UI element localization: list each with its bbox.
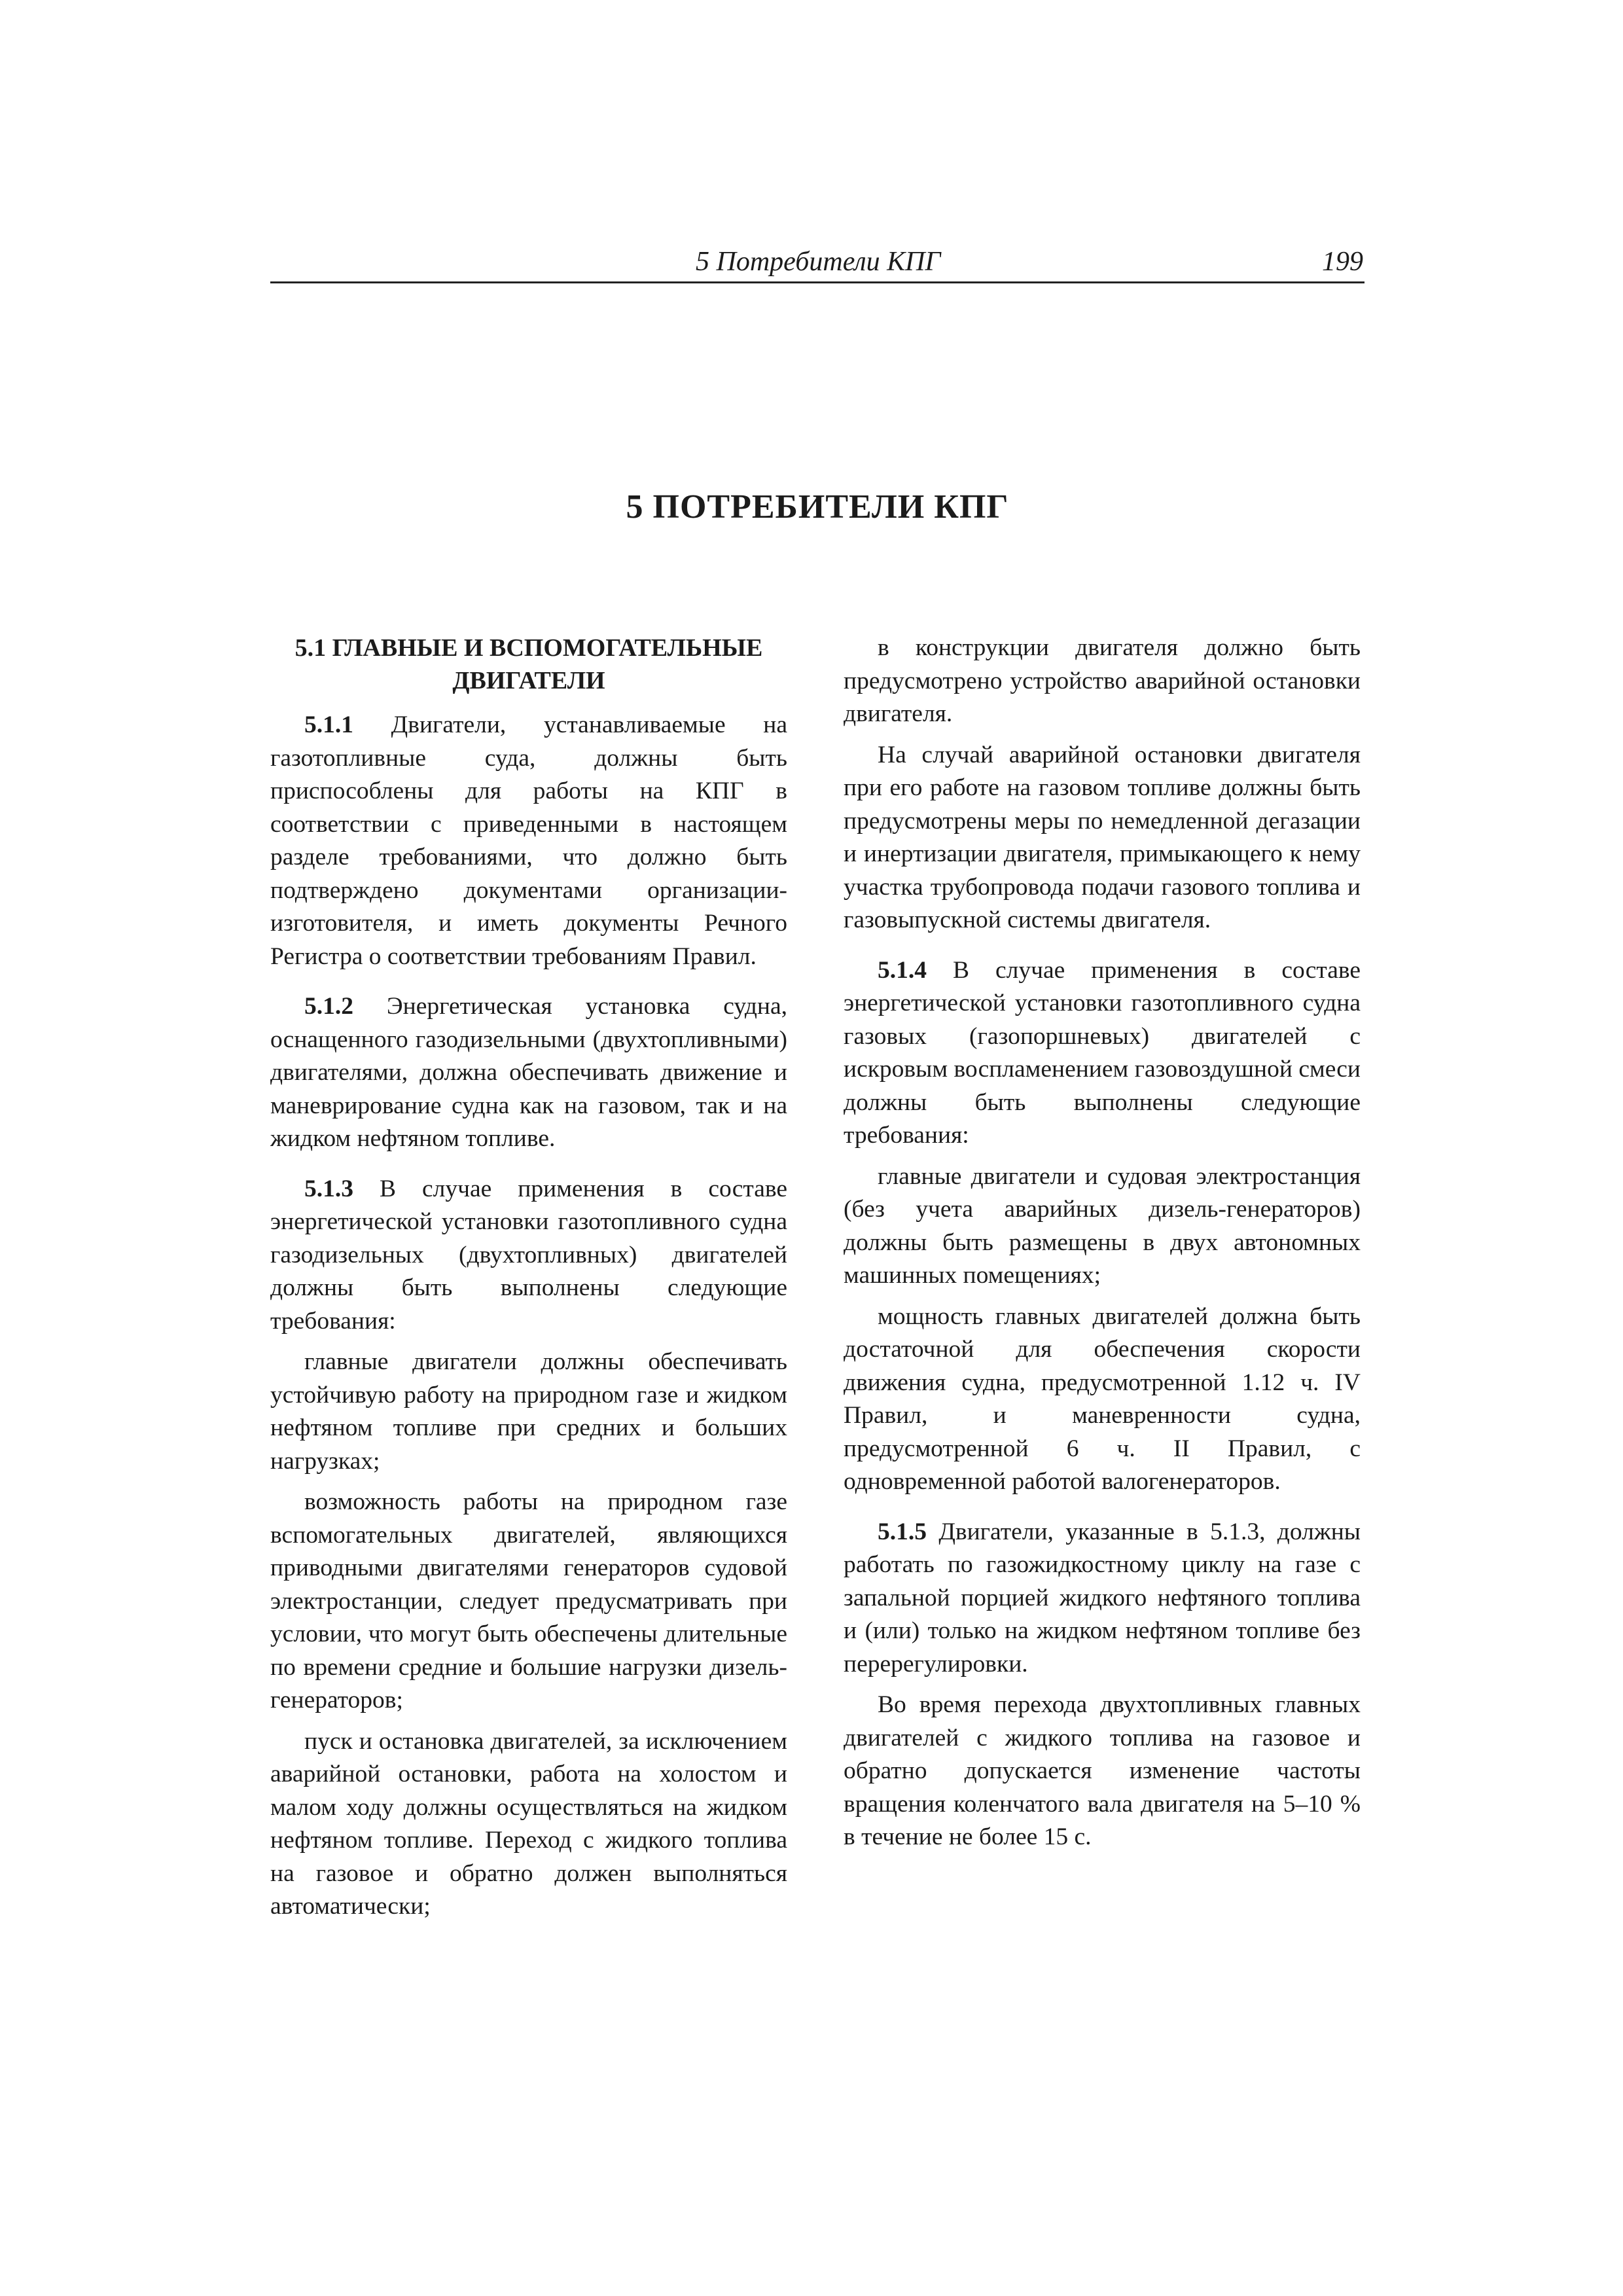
running-header-title: 5 Потребители КПГ xyxy=(696,247,941,277)
requirement-item: мощность главных двигателей должна быть достаточной для обеспечения скорости движения судна, предусмотренной 1.12 ч. IV Правил, и маневренности судна, предусмотренной 6 ч. II Правил, с одновременной работой валогенераторов. xyxy=(844,1302,1361,1495)
clause-number: 5.1.1 xyxy=(304,711,353,738)
requirement-item: главные двигатели и судовая электростанция (без учета аварийных дизель-генераторов) должны быть размещены в двух автономных машинных помещениях; xyxy=(844,1162,1361,1289)
clause-text: В случае применения в составе энергетической установки газотопливного судна газодизельных (двухтопливных) двигателей должны быть выполнены следующие требования: xyxy=(270,1175,787,1335)
paragraph-5-1-3 xyxy=(270,1173,787,1338)
clause-number: 5.1.3 xyxy=(304,1175,353,1202)
paragraph-5-1-2 xyxy=(270,990,787,1156)
requirement-item: в конструкции двигателя должно быть предусмотрено устройство аварийной остановки двигателя. xyxy=(844,634,1361,727)
paragraph-5-1-4 xyxy=(844,954,1361,1153)
paragraph-emergency-stop: На случай аварийной остановки двигателя при его работе на газовом топливе должны быть предусмотрены меры по немедленной дегазации и инертизации двигателя, примыкающего к нему участка трубопровода подачи газового топлива и газовыпускной системы двигателя. xyxy=(844,741,1361,933)
section-heading: 5.1 ГЛАВНЫЕ И ВСПОМОГАТЕЛЬНЫЕ ДВИГАТЕЛИ xyxy=(294,634,763,694)
clause-text: В случае применения в составе энергетической установки газотопливного судна газовых (газопоршневых) двигателей с искровым воспламенением газовоздушной смеси должны быть выполнены следующие требования: xyxy=(844,956,1361,1149)
clause-text: Энергетическая установка судна, оснащенного газодизельными (двухтопливными) двигателями, должна обеспечивать движение и маневрирование судна как на газовом, так и на жидком нефтяном топливе. xyxy=(270,993,787,1152)
clause-number: 5.1.5 xyxy=(878,1518,927,1545)
paragraph-5-1-1 xyxy=(270,709,787,973)
clause-text: Двигатели, устанавливаемые на газотопливные суда, должны быть приспособлены для работы на КПГ в соответствии с приведенными в настоящем разделе требованиями, что должно быть подтверждено документами организации-изготовителя, и иметь документы Речного Регистра о соответствии требованиям Правил. xyxy=(270,711,787,970)
running-header xyxy=(270,242,1364,283)
chapter-title: 5 ПОТРЕБИТЕЛИ КПГ xyxy=(626,488,1009,526)
requirement-item: главные двигатели должны обеспечивать устойчивую работу на природном газе и жидком нефтяном топливе при средних и больших нагрузках; xyxy=(270,1348,787,1475)
clause-number: 5.1.2 xyxy=(304,993,353,1020)
clause-text: Двигатели, указанные в 5.1.3, должны работать по газожидкостному циклу на газе с запальной порцией жидкого нефтяного топлива и (или) только на жидком нефтяном топливе без перерегулировки. xyxy=(844,1518,1361,1677)
right-column xyxy=(844,632,1361,1862)
page-number: 199 xyxy=(1322,247,1363,277)
paragraph-transition: Во время перехода двухтопливных главных двигателей с жидкого топлива на газовое и обратно допускается изменение частоты вращения коленчатого вала двигателя на 5–10 % в течение не более 15 с. xyxy=(844,1691,1361,1850)
requirement-item: возможность работы на природном газе вспомогательных двигателей, являющихся приводными двигателями генераторов судовой электростанции, следует предусматривать при условии, что могут быть обеспечены длительные по времени средние и большие нагрузки дизель-генераторов; xyxy=(270,1488,787,1713)
clause-number: 5.1.4 xyxy=(878,956,927,984)
requirement-item: пуск и остановка двигателей, за исключением аварийной остановки, работа на холостом и малом ходу должны осуществляться на жидком нефтяном топливе. Переход с жидкого топлива на газовое и обратно должен выполняться автоматически; xyxy=(270,1727,787,1920)
paragraph-5-1-5 xyxy=(844,1516,1361,1681)
left-column xyxy=(270,632,787,1931)
